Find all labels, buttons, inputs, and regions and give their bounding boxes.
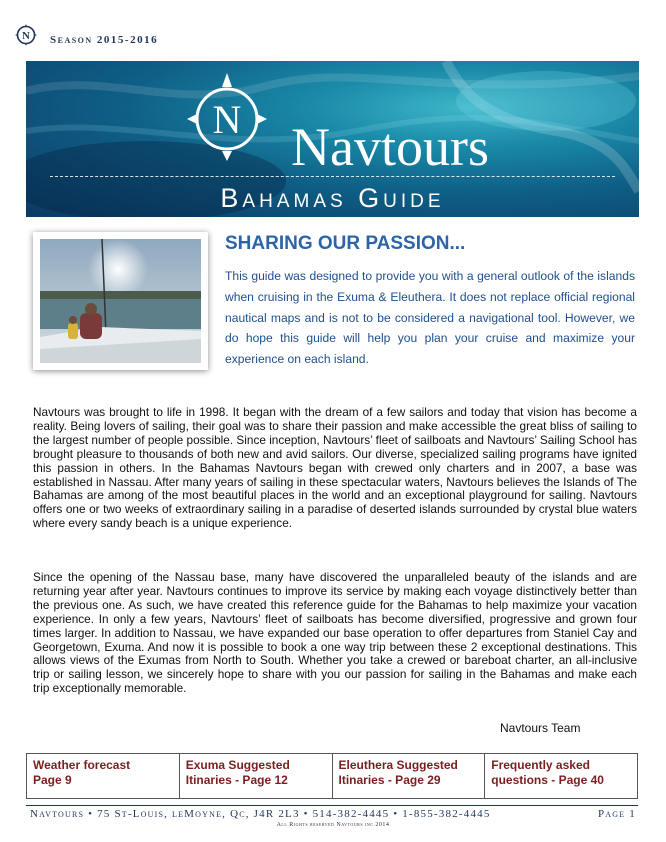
nav-label: Weather forecast [33, 758, 131, 772]
compass-logo-icon [15, 24, 37, 46]
header-banner [26, 61, 639, 217]
section-nav-table [26, 753, 638, 799]
page-number: Page 1 [597, 808, 636, 820]
sailing-photo [33, 232, 208, 370]
signature: Navtours Team [500, 721, 581, 735]
nav-page: Page 9 [33, 773, 72, 787]
footer-rights: All Rights reserved Navtours inc 2014 [276, 822, 390, 828]
footer-divider [26, 805, 638, 806]
brand-name: Navtours [291, 117, 489, 177]
nav-exuma-itineraries[interactable] [180, 754, 333, 798]
nav-page: Itinaries - Page 12 [185, 773, 288, 787]
nav-faq[interactable] [485, 754, 637, 798]
intro-heading: SHARING OUR PASSION... [225, 233, 466, 254]
nav-page: questions - Page 40 [491, 773, 604, 787]
guide-title: Bahamas Guide [220, 183, 445, 213]
nav-label: Frequently asked [491, 758, 590, 772]
nav-label: Exuma Suggested [185, 758, 290, 772]
footer-address: Navtours • 75 St-Louis, leMoyne, Qc, J4R 2L3 • 514-382-4445 • 1-855-382-4445 [30, 808, 491, 820]
nav-label: Eleuthera Suggested [338, 758, 458, 772]
body-paragraph-2: Since the opening of the Nassau base, many have discovered the unparalleled beauty of the islands and are returning year after year. Navtours continues to improve its service by making each voyage distinctively better than the previous one. As such, we have created this reference guide for the Bahamas to help maximize your vacation experience. In only a few years, Navtours’ fleet of sailboats has become diversified, progressive and grown four times larger. In addition to Nassau, we have expanded our base operation to offer departures from Staniel Cay and Georgetown, Exuma. And now it is possible to book a one way trip between these 2 exceptional destinations. This allows views of the Exumas from North to South. Whether you take a crewed or bareboat charter, an all-inclusive trip or sailing lesson, we sincerely hope to share with you our passion for sailing in the Bahamas and make each trip exceptionally memorable. [33, 570, 637, 696]
body-paragraph-1: Navtours was brought to life in 1998. It began with the dream of a few sailors and today that vision has become a reality. Being lovers of sailing, their goal was to share their passion and make accessible the great bliss of sailing to the largest number of people possible. Since inception, Navtours’ fleet of sailboats and Navtours’ Sailing School has brought pleasure to thousands of both new and avid sailors. Our diverse, specialized sailing programs have ignited this passion in others. In the Bahamas Navtours began with crewed only charters and in 2007, a base was established in Nassau. After many years of sailing in these spectacular waters, Navtours believes the Islands of The Bahamas are among of the most beautiful places in the world and an exceptional playground for sailing. Navtours offers one or two weeks of extraordinary sailing in a paradise of deserted islands surrounded by crystal blue waters where every sandy beach is a unique experience. [33, 405, 637, 531]
banner-divider [50, 176, 615, 177]
intro-text: This guide was designed to provide you with a general outlook of the islands when cruising in the Exuma & Eleuthera. It does not replace official regional nautical maps and is not to be considered a navigational tool. However, we do hope this guide will help you plan your cruise and maximize your experience on each island. [225, 269, 635, 367]
nav-weather-forecast[interactable] [27, 754, 180, 798]
svg-text:N: N [22, 29, 30, 42]
brand-compass-icon [181, 69, 273, 161]
brand-logo-letter: N [212, 97, 242, 142]
nav-eleuthera-itineraries[interactable] [333, 754, 486, 798]
season-label: Season 2015-2016 [50, 34, 159, 46]
nav-page: Itinaries - Page 29 [338, 773, 441, 787]
